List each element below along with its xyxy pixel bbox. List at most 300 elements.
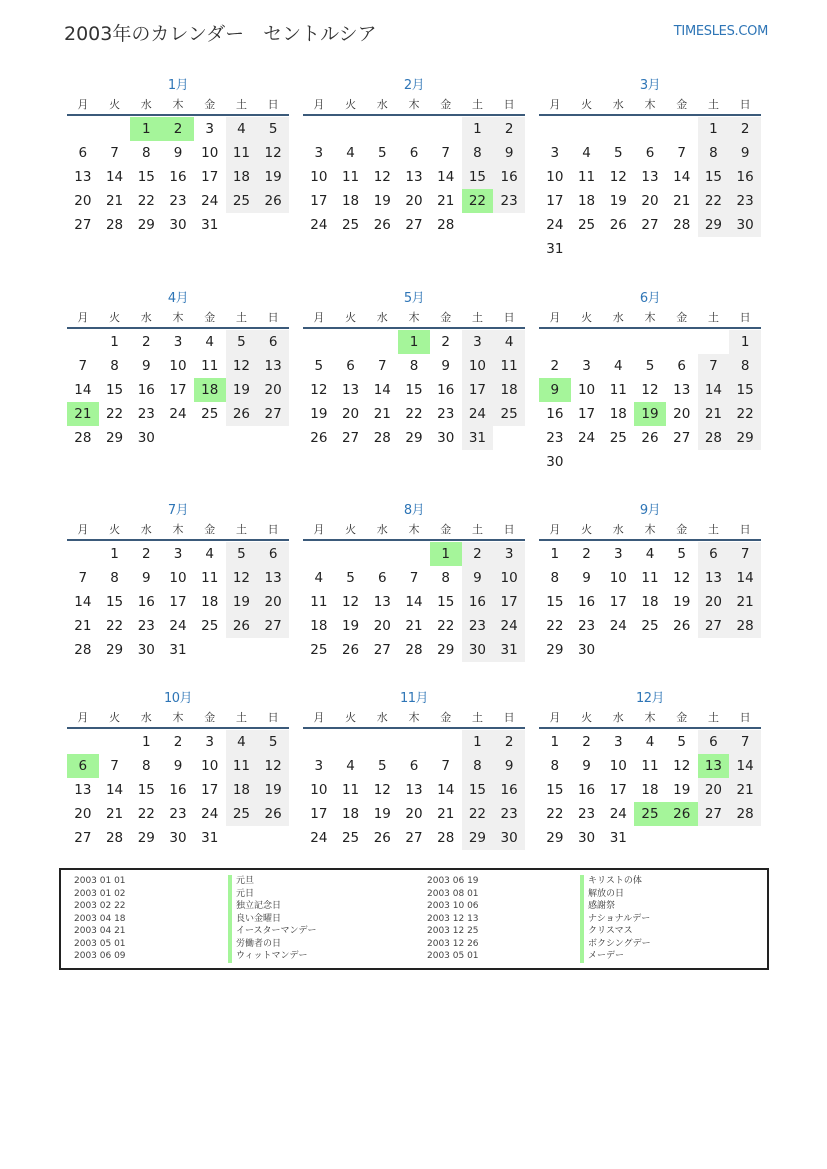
weekday-label: 火 [345, 523, 357, 536]
empty-cell [67, 117, 99, 141]
day-cell: 16 [546, 406, 564, 422]
day-cell: 8 [110, 570, 119, 586]
day-cell: 3 [205, 734, 214, 750]
empty-cell [666, 117, 698, 141]
day-cell: 3 [613, 734, 623, 750]
month-4 [67, 287, 289, 450]
weekday-label: 月 [549, 311, 561, 324]
day-grid [303, 117, 525, 237]
day-cell: 7 [441, 145, 450, 161]
weekday-header [67, 94, 289, 116]
day-cell: 14 [105, 782, 124, 798]
weekday-label: 火 [109, 711, 121, 724]
day-cell: 14 [673, 169, 691, 185]
weekday-label: 日 [267, 523, 279, 536]
day-cell: 18 [341, 806, 360, 822]
day-cell: 26 [226, 402, 258, 426]
month-5 [303, 287, 525, 450]
day-cell: 5 [346, 570, 355, 586]
day-cell: 5 [257, 730, 289, 754]
weekday-label: 金 [440, 311, 452, 324]
weekday-label: 火 [109, 311, 121, 324]
day-cell: 31 [169, 642, 187, 658]
weekday-label: 木 [172, 711, 184, 724]
holiday-day-cell: 1 [398, 330, 430, 354]
empty-cell [303, 117, 335, 141]
day-cell: 11 [577, 169, 596, 185]
day-cell: 25 [341, 830, 360, 846]
day-cell: 4 [645, 546, 655, 562]
day-cell: 9 [493, 141, 525, 165]
brand-logo[interactable]: TIMESLES.COM [673, 24, 768, 39]
day-cell: 6 [346, 358, 355, 374]
day-cell: 18 [310, 618, 328, 634]
day-cell: 20 [698, 778, 730, 802]
day-cell: 26 [673, 618, 691, 634]
empty-cell [539, 117, 571, 141]
day-cell: 16 [493, 778, 525, 802]
day-cell: 23 [169, 193, 187, 209]
weekday-label: 土 [707, 711, 719, 724]
empty-cell [67, 730, 99, 754]
day-cell: 13 [641, 169, 659, 185]
day-cell: 22 [546, 618, 564, 634]
weekday-label: 月 [77, 98, 89, 111]
day-cell: 27 [698, 802, 730, 826]
day-cell: 8 [110, 358, 119, 374]
weekday-label: 火 [345, 98, 357, 111]
day-cell: 10 [493, 566, 525, 590]
day-cell: 6 [698, 542, 730, 566]
day-cell: 2 [729, 117, 761, 141]
day-cell: 8 [441, 570, 450, 586]
holiday-day-cell: 1 [130, 117, 162, 141]
day-cell: 4 [346, 145, 355, 161]
day-cell: 16 [493, 165, 525, 189]
day-cell: 4 [226, 730, 258, 754]
empty-cell [398, 730, 430, 754]
weekday-label: 土 [471, 523, 483, 536]
day-cell: 18 [201, 594, 219, 610]
day-cell: 10 [577, 382, 596, 398]
weekday-label: 木 [644, 711, 656, 724]
day-cell: 5 [677, 734, 686, 750]
day-cell: 16 [462, 590, 494, 614]
day-cell: 24 [201, 806, 219, 822]
day-cell: 27 [373, 642, 391, 658]
day-cell: 26 [310, 430, 328, 446]
day-cell: 20 [257, 378, 289, 402]
day-cell: 11 [641, 758, 659, 774]
weekday-label: 水 [140, 311, 152, 324]
day-cell: 5 [377, 758, 387, 774]
day-cell: 13 [405, 169, 423, 185]
day-cell: 18 [341, 193, 360, 209]
day-cell: 24 [546, 217, 564, 233]
day-cell: 31 [201, 217, 219, 233]
day-cell: 29 [546, 830, 564, 846]
day-cell: 24 [169, 406, 187, 422]
day-cell: 25 [341, 217, 360, 233]
month-title: 10月 [163, 691, 193, 706]
weekday-label: 水 [140, 523, 152, 536]
empty-cell [67, 330, 99, 354]
weekday-label: 土 [235, 523, 247, 536]
day-cell: 25 [310, 642, 328, 658]
day-cell: 13 [74, 782, 92, 798]
day-cell: 19 [257, 778, 289, 802]
weekday-label: 火 [345, 311, 357, 324]
day-cell: 5 [645, 358, 655, 374]
month-title: 4月 [167, 291, 189, 306]
day-cell: 15 [698, 165, 730, 189]
weekday-label: 日 [739, 98, 751, 111]
day-cell: 5 [226, 330, 258, 354]
day-cell: 11 [493, 354, 525, 378]
day-cell: 13 [673, 382, 691, 398]
day-cell: 16 [577, 782, 596, 798]
day-cell: 7 [698, 354, 730, 378]
weekday-label: 日 [503, 98, 515, 111]
day-cell: 28 [673, 217, 691, 233]
day-cell: 7 [377, 358, 387, 374]
empty-cell [303, 330, 335, 354]
legend-holiday-name: 元日 [228, 888, 317, 901]
day-cell: 4 [205, 546, 214, 562]
day-cell: 31 [462, 426, 494, 450]
day-cell: 15 [405, 382, 423, 398]
legend-holiday-name: ボクシングデー [580, 938, 651, 951]
day-cell: 5 [677, 546, 686, 562]
day-cell: 23 [546, 430, 564, 446]
empty-cell [398, 542, 430, 566]
day-cell: 3 [493, 542, 525, 566]
day-cell: 18 [226, 165, 258, 189]
day-cell: 12 [673, 570, 691, 586]
day-cell: 9 [173, 758, 183, 774]
day-cell: 22 [546, 806, 564, 822]
day-cell: 26 [373, 830, 391, 846]
day-cell: 19 [226, 378, 258, 402]
day-cell: 20 [405, 193, 423, 209]
day-cell: 17 [609, 594, 627, 610]
day-cell: 13 [257, 566, 289, 590]
weekday-label: 水 [140, 711, 152, 724]
day-cell: 3 [205, 121, 214, 137]
day-cell: 20 [673, 406, 691, 422]
day-cell: 1 [462, 730, 494, 754]
day-cell: 9 [462, 566, 494, 590]
day-cell: 7 [677, 145, 686, 161]
weekday-label: 火 [581, 311, 593, 324]
empty-cell [335, 730, 367, 754]
empty-cell [430, 730, 462, 754]
day-cell: 15 [462, 778, 494, 802]
weekday-label: 月 [313, 311, 325, 324]
day-cell: 3 [314, 145, 324, 161]
empty-cell [67, 542, 99, 566]
day-cell: 9 [493, 754, 525, 778]
empty-cell [698, 330, 730, 354]
day-cell: 30 [577, 642, 596, 658]
day-cell: 8 [550, 758, 560, 774]
weekday-label: 木 [172, 98, 184, 111]
day-cell: 7 [729, 542, 761, 566]
day-cell: 12 [609, 169, 627, 185]
day-cell: 26 [373, 217, 391, 233]
weekday-label: 木 [408, 523, 420, 536]
weekday-label: 日 [267, 711, 279, 724]
day-cell: 30 [169, 830, 187, 846]
day-cell: 21 [105, 806, 124, 822]
day-cell: 23 [137, 618, 155, 634]
day-cell: 22 [137, 806, 155, 822]
legend-holiday-name: 解放の日 [580, 888, 651, 901]
empty-cell [602, 117, 634, 141]
day-cell: 22 [105, 406, 124, 422]
day-cell: 8 [462, 754, 494, 778]
day-cell: 28 [105, 830, 124, 846]
day-cell: 23 [137, 406, 155, 422]
legend-dates-col-1 [74, 875, 126, 963]
day-cell: 17 [577, 406, 596, 422]
day-cell: 26 [257, 189, 289, 213]
day-cell: 24 [201, 193, 219, 209]
day-cell: 18 [641, 594, 659, 610]
day-cell: 15 [105, 382, 124, 398]
day-cell: 10 [609, 758, 627, 774]
day-cell: 7 [110, 758, 119, 774]
legend-dates-col-2 [427, 875, 479, 963]
day-cell: 28 [74, 642, 92, 658]
day-cell: 8 [550, 570, 560, 586]
day-cell: 29 [105, 642, 124, 658]
day-cell: 27 [405, 830, 423, 846]
day-cell: 8 [141, 145, 151, 161]
legend-date: 2003 05 01 [74, 938, 126, 949]
day-cell: 10 [310, 169, 328, 185]
empty-cell [634, 117, 666, 141]
day-cell: 15 [729, 378, 761, 402]
day-cell: 29 [698, 213, 730, 237]
day-cell: 27 [257, 614, 289, 638]
weekday-label: 水 [376, 98, 388, 111]
holiday-day-cell: 9 [539, 378, 571, 402]
day-cell: 9 [729, 141, 761, 165]
day-cell: 22 [729, 402, 761, 426]
weekday-label: 日 [503, 523, 515, 536]
day-cell: 16 [137, 594, 155, 610]
day-cell: 13 [341, 382, 360, 398]
day-cell: 13 [74, 169, 92, 185]
weekday-label: 日 [503, 711, 515, 724]
legend-holiday-name: 良い金曜日 [228, 913, 317, 926]
day-cell: 25 [201, 618, 219, 634]
day-cell: 2 [582, 734, 591, 750]
weekday-label: 水 [612, 98, 624, 111]
legend-holiday-name: メーデー [580, 950, 651, 963]
day-cell: 12 [226, 566, 258, 590]
holiday-day-cell: 26 [666, 802, 698, 826]
day-cell: 3 [173, 546, 183, 562]
month-title: 7月 [167, 503, 189, 518]
day-cell: 28 [729, 614, 761, 638]
day-cell: 31 [609, 830, 627, 846]
day-cell: 17 [609, 782, 627, 798]
month-6 [539, 287, 761, 474]
day-cell: 2 [582, 546, 591, 562]
holiday-day-cell: 2 [162, 117, 194, 141]
day-grid [303, 330, 525, 450]
legend-date: 2003 06 19 [427, 876, 479, 886]
day-cell: 25 [201, 406, 219, 422]
empty-cell [571, 117, 603, 141]
weekday-header [67, 519, 289, 541]
day-cell: 23 [577, 618, 596, 634]
page-title: 2003年のカレンダー セントルシア [64, 23, 377, 45]
day-cell: 14 [74, 382, 92, 398]
weekday-label: 月 [77, 311, 89, 324]
day-cell: 24 [169, 618, 187, 634]
weekday-header [539, 707, 761, 729]
day-cell: 16 [437, 382, 455, 398]
day-cell: 17 [310, 806, 328, 822]
weekday-label: 水 [612, 311, 624, 324]
day-cell: 25 [226, 802, 258, 826]
weekday-label: 金 [440, 98, 452, 111]
day-cell: 17 [310, 193, 328, 209]
weekday-label: 金 [676, 98, 688, 111]
day-cell: 31 [201, 830, 219, 846]
day-cell: 18 [609, 406, 627, 422]
weekday-label: 日 [739, 711, 751, 724]
day-cell: 14 [729, 566, 761, 590]
day-cell: 28 [105, 217, 124, 233]
holiday-day-cell: 19 [634, 402, 666, 426]
day-cell: 28 [729, 802, 761, 826]
day-cell: 23 [437, 406, 455, 422]
legend-holiday-name: イースターマンデー [228, 925, 317, 938]
day-cell: 16 [137, 382, 155, 398]
legend-date: 2003 02 22 [74, 901, 126, 911]
month-title: 12月 [635, 691, 665, 706]
day-cell: 11 [201, 358, 219, 374]
weekday-header [539, 94, 761, 116]
day-cell: 4 [226, 117, 258, 141]
day-cell: 29 [729, 426, 761, 450]
day-cell: 29 [437, 642, 455, 658]
day-cell: 18 [641, 782, 659, 798]
day-cell: 11 [341, 169, 360, 185]
month-title: 9月 [639, 503, 661, 518]
day-cell: 17 [169, 594, 187, 610]
day-cell: 12 [257, 754, 289, 778]
weekday-label: 日 [739, 311, 751, 324]
day-grid [303, 730, 525, 850]
day-cell: 1 [550, 546, 560, 562]
day-cell: 12 [310, 382, 328, 398]
weekday-label: 火 [345, 711, 357, 724]
day-cell: 19 [310, 406, 328, 422]
weekday-header [67, 307, 289, 329]
day-cell: 10 [609, 570, 627, 586]
legend-holiday-name: ナショナルデー [580, 913, 651, 926]
month-title: 5月 [403, 291, 425, 306]
day-cell: 23 [493, 189, 525, 213]
day-cell: 2 [550, 358, 560, 374]
day-cell: 11 [201, 570, 219, 586]
empty-cell [99, 117, 131, 141]
day-cell: 17 [169, 382, 187, 398]
day-cell: 20 [698, 590, 730, 614]
day-cell: 1 [550, 734, 560, 750]
day-cell: 27 [673, 430, 691, 446]
weekday-label: 水 [376, 523, 388, 536]
day-cell: 18 [226, 778, 258, 802]
day-cell: 25 [609, 430, 627, 446]
day-cell: 3 [582, 358, 591, 374]
day-grid [67, 330, 289, 450]
day-cell: 24 [462, 402, 494, 426]
day-cell: 17 [462, 378, 494, 402]
day-cell: 5 [314, 358, 324, 374]
legend-date: 2003 04 18 [74, 913, 126, 924]
holiday-day-cell: 18 [194, 378, 226, 402]
day-cell: 28 [405, 642, 423, 658]
month-7 [67, 499, 289, 662]
day-cell: 24 [609, 618, 627, 634]
day-cell: 21 [673, 193, 691, 209]
weekday-label: 月 [313, 523, 325, 536]
day-cell: 28 [698, 426, 730, 450]
day-cell: 1 [729, 330, 761, 354]
day-cell: 13 [405, 782, 423, 798]
day-cell: 15 [437, 594, 455, 610]
day-grid [539, 117, 761, 261]
day-cell: 21 [74, 618, 92, 634]
day-cell: 16 [169, 169, 187, 185]
day-cell: 3 [314, 758, 324, 774]
legend-date: 2003 12 25 [427, 926, 479, 936]
day-cell: 12 [373, 169, 391, 185]
weekday-label: 木 [408, 711, 420, 724]
day-cell: 17 [201, 782, 219, 798]
day-cell: 24 [493, 614, 525, 638]
day-cell: 13 [257, 354, 289, 378]
weekday-label: 火 [581, 98, 593, 111]
empty-cell [366, 730, 398, 754]
weekday-label: 木 [408, 311, 420, 324]
day-cell: 9 [141, 358, 151, 374]
day-cell: 4 [314, 570, 324, 586]
legend-holiday-name: クリスマス [580, 925, 651, 938]
day-cell: 10 [462, 354, 494, 378]
weekday-label: 水 [140, 98, 152, 111]
day-cell: 20 [405, 806, 423, 822]
day-cell: 21 [729, 590, 761, 614]
day-cell: 8 [729, 354, 761, 378]
day-cell: 8 [409, 358, 419, 374]
day-cell: 30 [169, 217, 187, 233]
day-cell: 14 [437, 782, 455, 798]
day-cell: 8 [698, 141, 730, 165]
legend-date: 2003 08 01 [427, 888, 479, 899]
day-cell: 30 [729, 213, 761, 237]
weekday-label: 木 [644, 311, 656, 324]
weekday-label: 火 [581, 711, 593, 724]
empty-cell [666, 330, 698, 354]
day-cell: 13 [698, 566, 730, 590]
